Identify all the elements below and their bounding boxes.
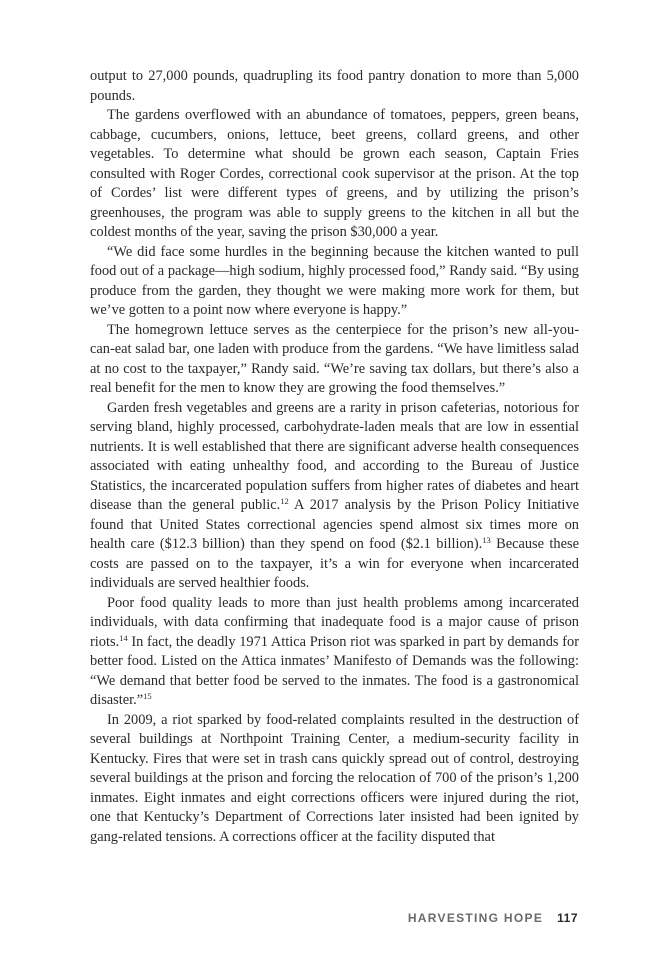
footnote-ref-14: 14 bbox=[119, 632, 128, 643]
footnote-ref-13: 13 bbox=[482, 535, 491, 545]
body-text bbox=[90, 67, 579, 847]
footnote-ref-12: 12 bbox=[280, 496, 289, 506]
footnote-ref-15: 15 bbox=[143, 691, 152, 701]
paragraph-4: The homegrown lettuce serves as the centerpiece for the prison’s new all-you-can-eat salad bar, one laden with produce from the gardens. “We have limitless salad at no cost to the taxpayer,” Randy said. “We’re saving tax dollars, but there’s also a real benefit for the men to know they are growing the food themselves.” bbox=[90, 321, 579, 396]
paragraph-2: The gardens overflowed with an abundance of tomatoes, peppers, green beans, cabbage, cucumbers, onions, lettuce, beet greens, collard greens, and other vegetables. To determine what should be grown each season, Captain Fries consulted with Roger Cordes, correctional cook supervisor at the prison. At the top of Cordes’ list were different types of greens, and by utilizing the prison’s greenhouses, the program was able to supply greens to the kitchen in all but the coldest months of the year, saving the prison $30,000 a year. bbox=[90, 107, 579, 240]
running-footer bbox=[408, 911, 578, 925]
paragraph-5: Garden fresh vegetables and greens are a rarity in prison cafeterias, notorious for serving bland, highly processed, carbohydrate-laden meals that are low in essential nutrients. It is well established that there are significant adverse health consequences associated with eating unhealthy food, and according to the Bureau of Justice Statistics, the incarcerated population suffers from higher rates of diabetes and heart disease than the general public.$^{12}$ A 2017 analysis by the Prison Policy Initiative found that United States correctional agencies spend almost six times more on health care ($12.3 billion) than they spend on food ($2.1 billion).$^{13}$ Because these costs are passed on to the taxpayer, it’s a win for everyone when incarcerated individuals are served healthier foods. bbox=[90, 399, 579, 591]
paragraph-1: output to 27,000 pounds, quadrupling its food pantry donation to more than 5,000 pounds. bbox=[90, 68, 579, 104]
paragraph-7: In 2009, a riot sparked by food-related complaints resulted in the destruction of several buildings at Northpoint Training Center, a medium-security facility in Kentucky. Fires that were set in trash cans quickly spread out of control, destroying several buildings at the prison and forcing the relocation of 700 of the prison’s 1,200 inmates. Eight inmates and eight corrections officers were injured during the riot, one that Kentucky’s Department of Corrections later insisted had been ignited by gang-related tensions. A corrections officer at the facility disputed that bbox=[90, 711, 579, 845]
paragraph-3: “We did face some hurdles in the beginning because the kitchen wanted to pull food out of a package—high sodium, highly processed food,” Randy said. “By using produce from the garden, they thought we were making more work for them, but we’ve gotten to a point now where everyone is happy.” bbox=[90, 243, 579, 318]
page-number: 117 bbox=[557, 911, 578, 925]
running-title: HARVESTING HOPE bbox=[407, 911, 544, 925]
paragraph-6: Poor food quality leads to more than just health problems among incarcerated individuals, with data confirming that inadequate food is a major cause of prison riots.$^{14}$ In fact, the deadly 1971 Attica Prison riot was sparked in part by demands for better food. Listed on the Attica inmates’ Manifesto of Demands was the following: “We demand that better food be served to the inmates. The food is a gastronomical disaster.”$^{15}$ bbox=[90, 594, 579, 708]
